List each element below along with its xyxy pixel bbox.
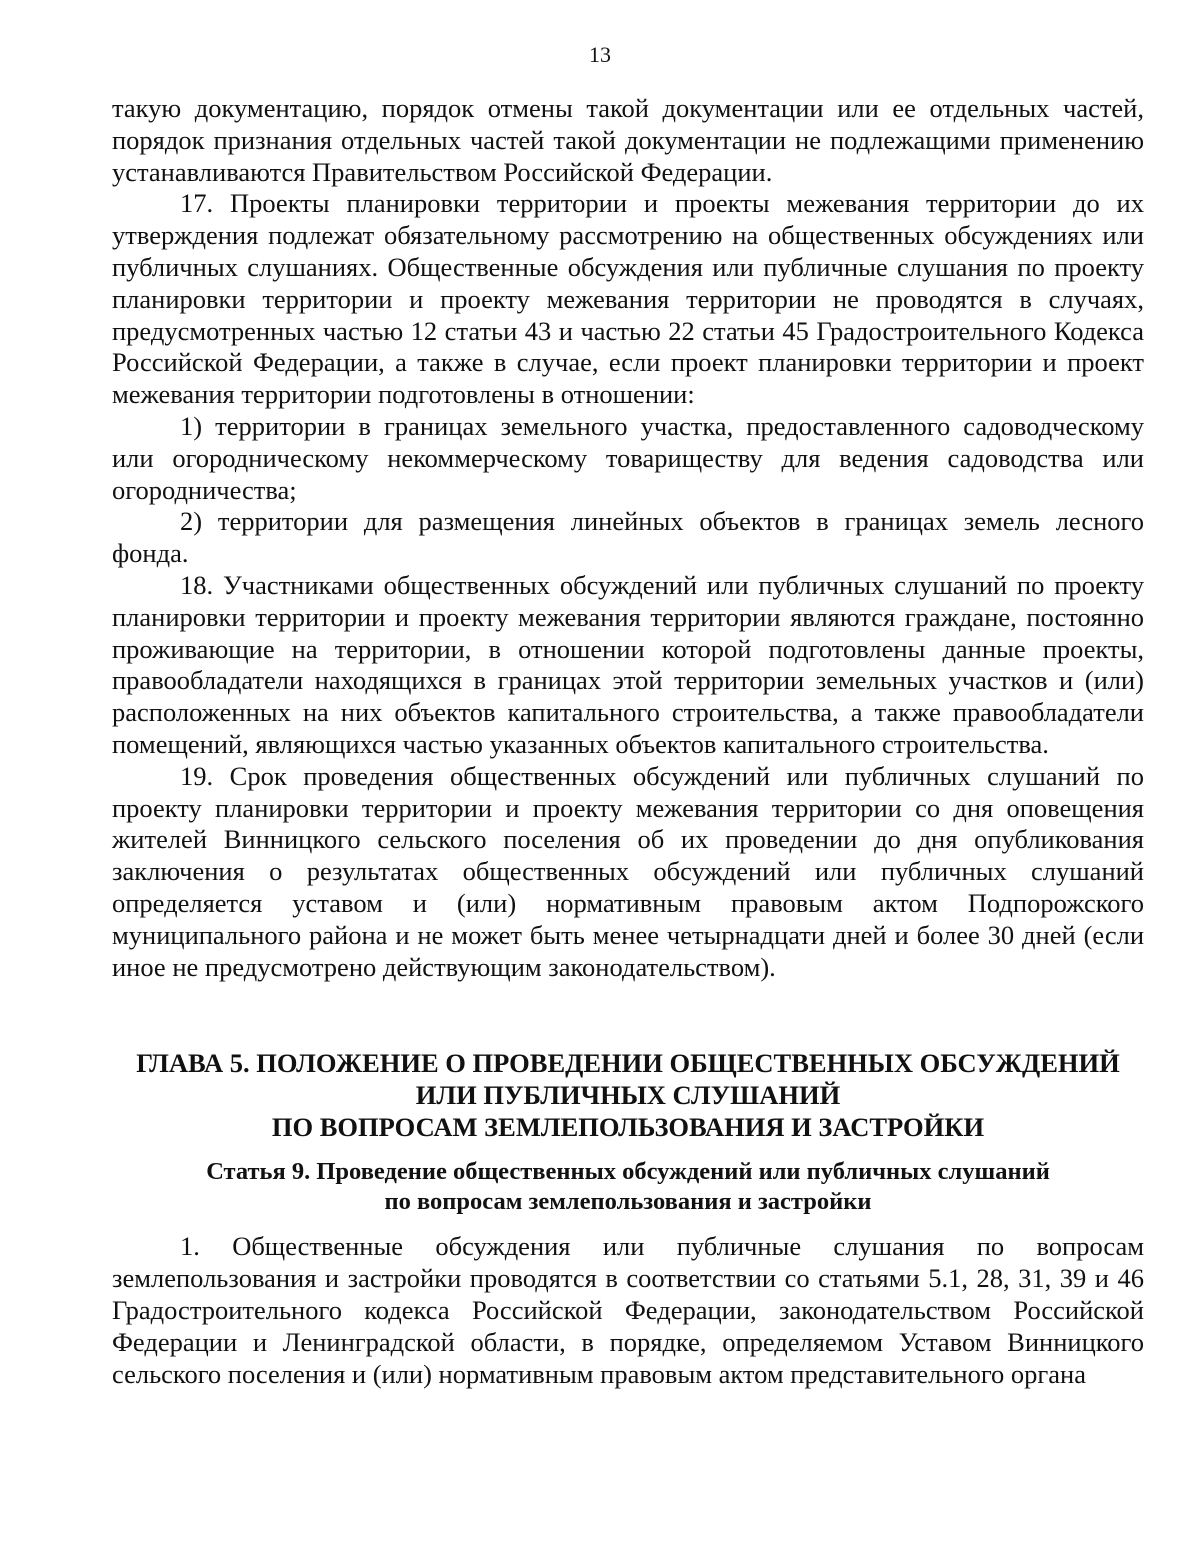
page-number: 13 bbox=[589, 42, 611, 67]
paragraph-17: 17. Проекты планировки территории и проекты межевания территории до их утверждения подлежат обязательному рассмотрению на общественных обсуждениях или публичных слушаниях. Общественные обсуждения или публичные слушания по проекту планировки территории и проекту межевания территории не проводятся в случаях, предусмотренных частью 12 статьи 43 и частью 22 статьи 45 Градостроительного Кодекса Российской Федерации, а также в случае, если проект планировки территории и проект межевания территории подготовлены в отношении: bbox=[112, 188, 1144, 410]
paragraph-17-item-1: 1) территории в границах земельного участка, предоставленного садоводческому или огородническому некоммерческому товариществу для ведения садоводства или огородничества; bbox=[112, 410, 1144, 505]
article-heading-line-1: Статья 9. Проведение общественных обсуждений или публичных слушаний bbox=[206, 1158, 1050, 1186]
paragraph-continuation: такую документацию, порядок отмены такой документации или ее отдельных частей, порядок признания отдельных частей такой документации не подлежащими применению устанавливаются Правительством Российской Федерации. bbox=[112, 93, 1144, 187]
chapter-heading bbox=[112, 1047, 1144, 1143]
article-heading bbox=[112, 1157, 1144, 1217]
paragraph-article-9-1: 1. Общественные обсуждения или публичные слушания по вопросам землепользования и застройки проводятся в соответствии со статьями 5.1, 28, 31, 39 и 46 Градостроительного кодекса Российской Федерации, законодательством Российской Федерации и Ленинградской области, в порядке, определяемом Уставом Винницкого сельского поселения и (или) нормативным правовым актом представительного органа bbox=[112, 1231, 1144, 1389]
chapter-heading-line-3: ПО ВОПРОСАМ ЗЕМЛЕПОЛЬЗОВАНИЯ И ЗАСТРОЙКИ bbox=[271, 1112, 985, 1143]
chapter-heading-line-1: ГЛАВА 5. ПОЛОЖЕНИЕ О ПРОВЕДЕНИИ ОБЩЕСТВЕННЫХ ОБСУЖДЕНИЙ bbox=[136, 1048, 1120, 1079]
chapter-heading-line-2: ИЛИ ПУБЛИЧНЫХ СЛУШАНИЙ bbox=[415, 1080, 841, 1111]
paragraph-17-item-2: 2) территории для размещения линейных объектов в границах земель лесного фонда. bbox=[112, 506, 1144, 569]
article-9-body bbox=[112, 1231, 1144, 1390]
paragraph-19: 19. Срок проведения общественных обсуждений или публичных слушаний по проекту планировки территории и проекту межевания территории со дня оповещения жителей Винницкого сельского поселения об их проведении до дня опубликования заключения о результатах общественных обсуждений или публичных слушаний определяется уставом и (или) нормативным правовым актом Подпорожского муниципального района и не может быть менее четырнадцати дней и более 30 дней (если иное не предусмотрено действующим законодательством). bbox=[112, 760, 1144, 982]
document-body bbox=[112, 93, 1144, 1390]
article-8-continuation bbox=[112, 93, 1144, 983]
article-heading-line-2: по вопросам землепользования и застройки bbox=[384, 1188, 872, 1216]
paragraph-18: 18. Участниками общественных обсуждений или публичных слушаний по проекту планировки территории и проекту межевания территории являются граждане, постоянно проживающие на территории, в отношении которой подготовлены данные проекты, правообладатели находящихся в границах этой территории земельных участков и (или) расположенных на них объектов капитального строительства, а также правообладатели помещений, являющихся частью указанных объектов капитального строительства. bbox=[112, 569, 1144, 759]
